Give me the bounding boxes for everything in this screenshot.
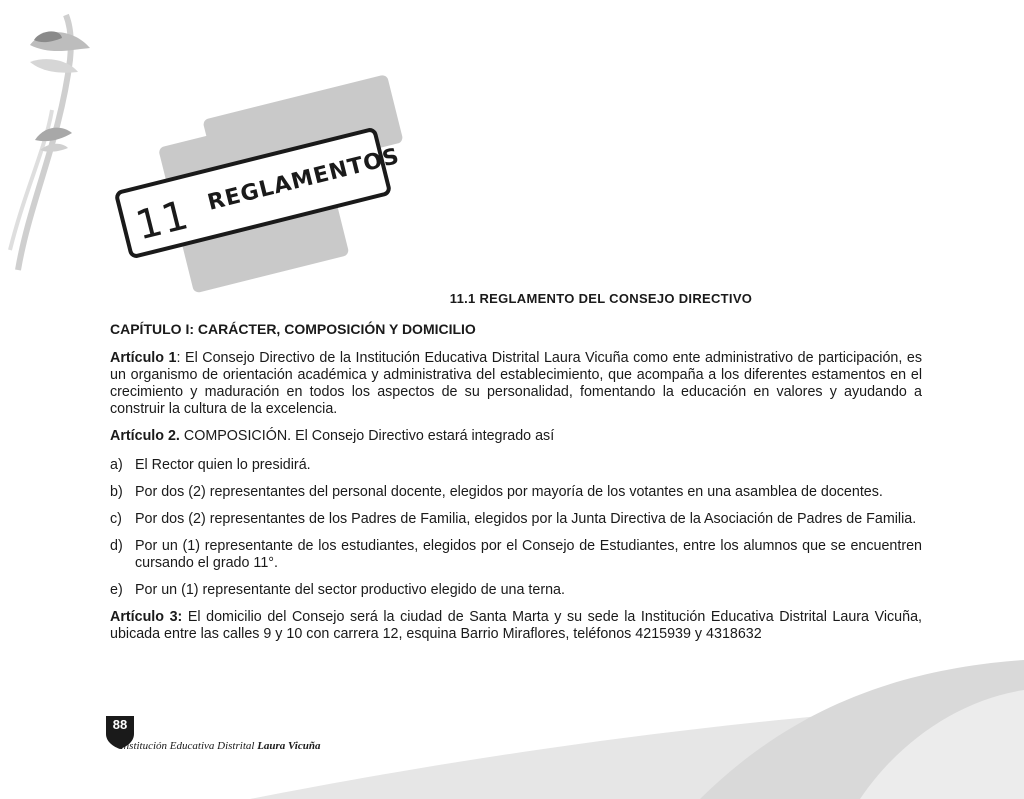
list-item-letter: d) — [110, 538, 123, 554]
document-body — [110, 290, 922, 653]
chapter-title: REGLAMENTOS — [205, 143, 403, 216]
school-prefix: Institución Educativa Distrital — [120, 740, 258, 752]
list-item — [110, 484, 922, 501]
footer-school-name — [120, 740, 320, 752]
list-item — [110, 538, 922, 572]
list-item-text: Por dos (2) representantes de los Padres de Familia, elegidos por la Junta Directiva de la Asociación de Padres de Familia. — [135, 511, 917, 527]
list-item-letter: e) — [110, 582, 123, 598]
list-item-text: Por dos (2) representantes del personal docente, elegidos por mayoría de los votantes en una asamblea de docentes. — [135, 484, 883, 500]
chapter-banner — [131, 78, 408, 278]
article-1-text: : El Consejo Directivo de la Institución Educativa Distrital Laura Vicuña como ente administrativo de participación, es un organismo de orientación académica y administrativa del establecimiento, que acompaña a los diferentes estamentos en el crecimiento y maduración en todos los aspectos de su personalidad, fomentando la educación en valores y ayudando a construir la cultura de la excelencia. — [110, 350, 922, 417]
composition-list — [110, 457, 922, 599]
article-3-label: Artículo 3: — [110, 609, 183, 625]
list-item — [110, 457, 922, 474]
list-item-text: Por un (1) representante del sector productivo elegido de una terna. — [135, 582, 565, 598]
chapter-heading: CAPÍTULO I: CARÁCTER, COMPOSICIÓN Y DOMICILIO — [110, 321, 476, 337]
list-item-letter: c) — [110, 511, 122, 527]
article-2-text: COMPOSICIÓN. El Consejo Directivo estará integrado así — [179, 428, 555, 444]
section-title: 11.1 REGLAMENTO DEL CONSEJO DIRECTIVO — [449, 291, 753, 306]
article-1 — [110, 350, 922, 418]
chapter-number: 11 — [131, 192, 194, 250]
list-item — [110, 582, 922, 599]
list-item — [110, 511, 922, 528]
article-3 — [110, 609, 922, 643]
list-item-letter: b) — [110, 484, 123, 500]
list-item-letter: a) — [110, 457, 123, 473]
school-name: Laura Vicuña — [257, 740, 321, 752]
article-2 — [110, 428, 922, 445]
article-1-label: Artículo 1 — [110, 350, 177, 366]
article-2-label: Artículo 2. — [110, 428, 180, 444]
list-item-text: El Rector quien lo presidirá. — [135, 457, 311, 473]
list-item-text: Por un (1) representante de los estudiantes, elegidos por el Consejo de Estudiantes, entre los alumnos que se encuentren cursando el grado 11°. — [135, 538, 922, 571]
article-3-text: El domicilio del Consejo será la ciudad de Santa Marta y su sede la Institución Educativa Distrital Laura Vicuña, ubicada entre las calles 9 y 10 con carrera 12, esquina Barrio Miraflores, teléfonos 4215939 y 4318632 — [110, 609, 922, 642]
page-number: 88 — [112, 717, 128, 732]
